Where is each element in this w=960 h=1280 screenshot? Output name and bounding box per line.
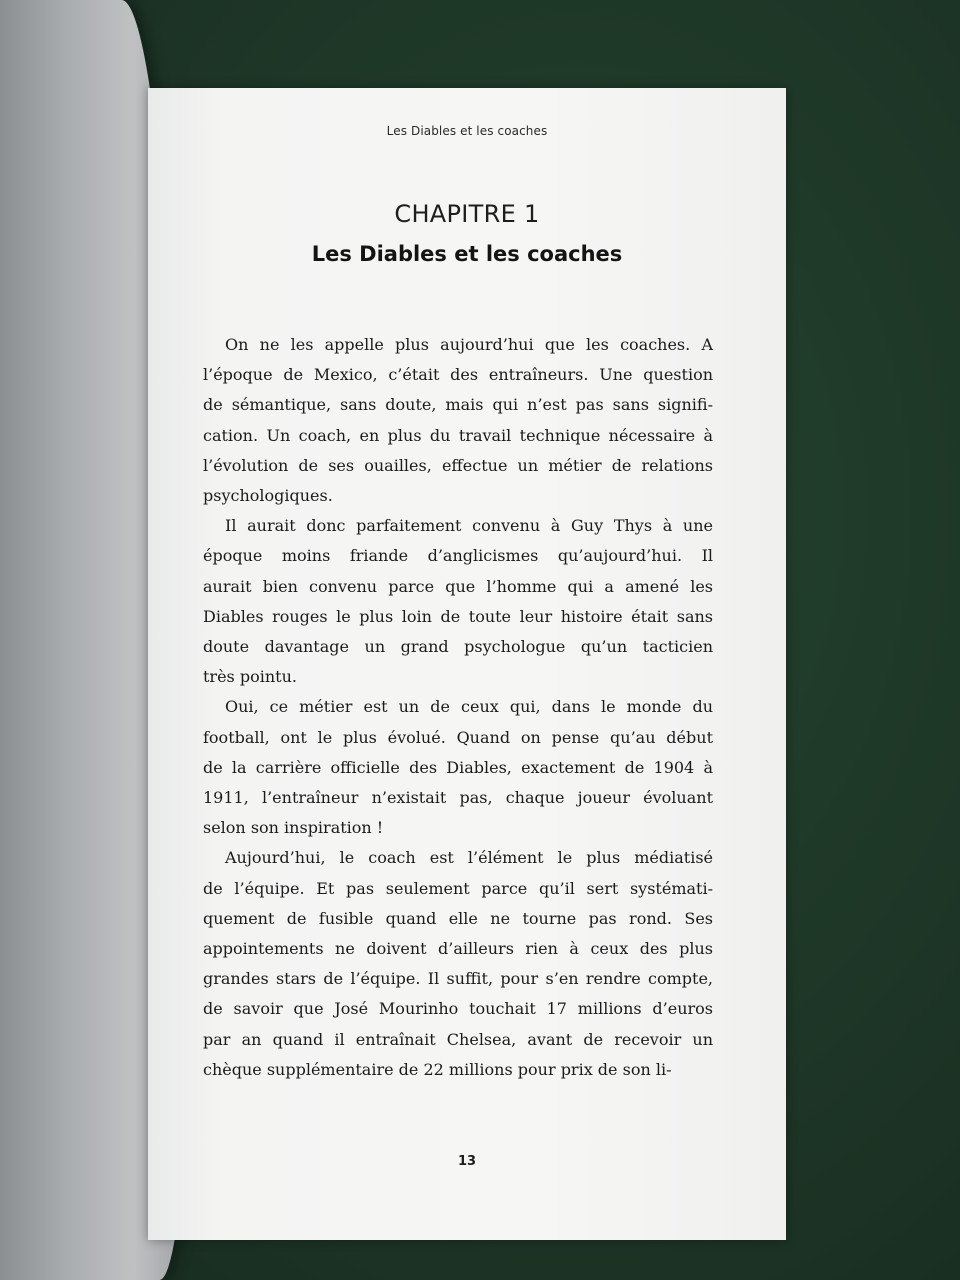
book-page: [148, 88, 786, 1240]
text-line: selon son inspiration !: [203, 818, 384, 838]
text-line: grandes stars de l’équipe. Il suffit, pour s’en rendre compte,: [203, 969, 713, 989]
body-text: [203, 330, 713, 1085]
paragraph: [203, 511, 713, 692]
text-line: Aujourd’hui, le coach est l’élément le plus médiatisé: [225, 848, 713, 868]
page-number: 13: [457, 1154, 477, 1169]
text-line: de la carrière officielle des Diables, exactement de 1904 à: [203, 757, 713, 777]
text-line: psychologiques.: [203, 486, 333, 506]
text-line: l’évolution de ses ouailles, effectue un métier de relations: [203, 455, 713, 475]
text-line: de savoir que José Mourinho touchait 17 millions d’euros: [203, 999, 713, 1019]
text-line: chèque supplémentaire de 22 millions pour prix de son li-: [203, 1059, 672, 1079]
text-line: cation. Un coach, en plus du travail technique nécessaire à: [203, 425, 713, 445]
chapter-label: CHAPITRE 1: [394, 200, 540, 228]
chapter-title: Les Diables et les coaches: [311, 242, 623, 266]
text-line: appointements ne doivent d’ailleurs rien à ceux des plus: [203, 939, 713, 959]
text-line: 1911, l’entraîneur n’existait pas, chaque joueur évoluant: [203, 788, 713, 808]
text-line: très pointu.: [203, 667, 297, 687]
running-head: Les Diables et les coaches: [386, 124, 548, 138]
text-line: Diables rouges le plus loin de toute leur histoire était sans: [203, 606, 713, 626]
paragraph: [203, 843, 713, 1085]
paragraph: [203, 692, 713, 843]
text-line: Oui, ce métier est un de ceux qui, dans le monde du: [225, 697, 713, 717]
text-line: quement de fusible quand elle ne tourne pas rond. Ses: [203, 908, 713, 928]
paragraph: [203, 330, 713, 511]
text-line: On ne les appelle plus aujourd’hui que les coaches. A: [225, 335, 713, 354]
text-line: de l’équipe. Et pas seulement parce qu’il sert systémati-: [203, 878, 713, 898]
text-line: de sémantique, sans doute, mais qui n’est pas sans signifi-: [203, 395, 713, 415]
text-line: doute davantage un grand psychologue qu’un tacticien: [203, 637, 713, 657]
text-line: époque moins friande d’anglicismes qu’aujourd’hui. Il: [203, 546, 713, 566]
text-line: Il aurait donc parfaitement convenu à Guy Thys à une: [225, 516, 713, 536]
text-line: par an quand il entraînait Chelsea, avant de recevoir un: [203, 1029, 713, 1049]
text-line: football, ont le plus évolué. Quand on pense qu’au début: [203, 727, 713, 747]
text-line: l’époque de Mexico, c’était des entraîneurs. Une question: [203, 365, 713, 385]
text-line: aurait bien convenu parce que l’homme qui a amené les: [203, 576, 713, 596]
